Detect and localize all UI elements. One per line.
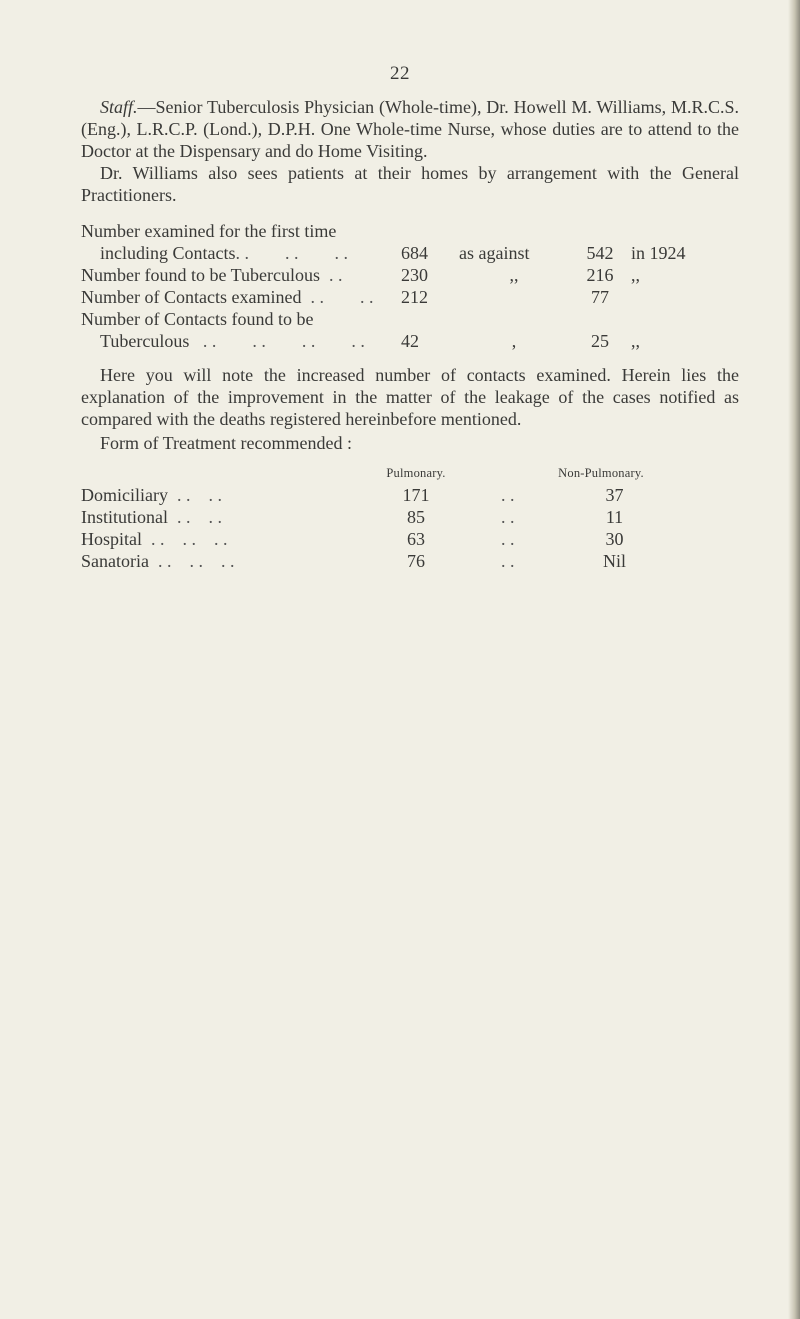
stat-current-value: 684 xyxy=(401,243,428,263)
stat-label: Tuberculous . . . . . . . . xyxy=(100,331,365,351)
treatment-table-header xyxy=(81,466,739,484)
williams-paragraph: Dr. Williams also sees patients at their homes by arrangement with the General Practitioners. xyxy=(81,163,739,205)
treatment-type: Domiciliary . . . . xyxy=(81,485,222,505)
stat-label: Number of Contacts examined . . . . xyxy=(81,287,374,307)
treatment-type: Hospital . . . . . . xyxy=(81,529,228,549)
table-row xyxy=(81,550,739,572)
page-edge-shadow xyxy=(788,0,800,1319)
non-pulmonary-value: 37 xyxy=(605,485,624,505)
stat-as-against: , xyxy=(511,331,517,351)
staff-run-in-heading: Staff. xyxy=(100,97,138,117)
examination-stats xyxy=(81,220,739,352)
leader-dots: . . xyxy=(319,265,343,285)
leader-dots: . . . . xyxy=(301,287,374,307)
stat-row xyxy=(81,220,739,242)
leader-dots: . . . . . . xyxy=(235,243,348,263)
non-pulmonary-value: Nil xyxy=(602,551,626,571)
leader-dots: . . xyxy=(501,529,515,549)
treatment-heading: Form of Treatment recommended : xyxy=(100,433,352,453)
pulmonary-value: 76 xyxy=(407,551,425,571)
table-row xyxy=(81,484,739,506)
stat-row xyxy=(81,264,739,286)
stat-previous-value: 542 xyxy=(586,243,614,263)
column-header-pulmonary: Pulmonary. xyxy=(386,466,446,480)
leader-dots: . . xyxy=(501,485,515,505)
stat-year: in 1924 xyxy=(631,243,686,263)
stat-row xyxy=(81,308,739,330)
treatment-table xyxy=(81,466,739,572)
treatment-type: Sanatoria . . . . . . xyxy=(81,551,235,571)
pulmonary-value: 63 xyxy=(407,529,425,549)
stat-row xyxy=(81,242,739,264)
non-pulmonary-value: 11 xyxy=(605,507,624,527)
treatment-type: Institutional . . . . xyxy=(81,507,222,527)
table-row xyxy=(81,528,739,550)
stat-as-against: as against xyxy=(459,243,530,263)
stat-year: ,, xyxy=(631,265,640,285)
pulmonary-value: 85 xyxy=(407,507,425,527)
staff-text: —Senior Tuberculosis Physician (Whole-time), Dr. Howell M. Williams, M.R.C.S. (Eng.), L.R.C.P. (Lond.), D.P.H. One Whole-time Nurse, whose duties are to attend to the Doctor at the Dispensary and do Home Visiting. xyxy=(81,97,739,161)
pulmonary-value: 171 xyxy=(402,485,430,505)
stat-label: Number of Contacts found to be xyxy=(81,309,314,329)
stat-current-value: 212 xyxy=(401,287,428,307)
leader-dots: . . xyxy=(501,507,515,527)
stat-row xyxy=(81,330,739,352)
leader-dots: . . xyxy=(501,551,515,571)
non-pulmonary-value: 30 xyxy=(605,529,624,549)
note-paragraph: Here you will note the increased number of contacts examined. Herein lies the explanation of the improvement in the matter of the leakage of the cases notified as compared with the deaths registered hereinbefore mentioned. xyxy=(81,365,739,429)
page-body xyxy=(81,96,739,572)
staff-paragraph xyxy=(81,96,739,162)
stat-label: including Contacts. . . . . . xyxy=(100,243,348,263)
table-row xyxy=(81,506,739,528)
page-number: 22 xyxy=(390,63,410,84)
stat-previous-value: 25 xyxy=(591,331,609,351)
stat-as-against: ,, xyxy=(509,265,519,285)
stat-current-value: 230 xyxy=(401,265,428,285)
stat-label: Number found to be Tuberculous . . xyxy=(81,265,343,285)
stat-previous-value: 216 xyxy=(586,265,614,285)
column-header-non-pulmonary: Non-Pulmonary. xyxy=(558,466,644,480)
stat-year: ,, xyxy=(631,331,640,351)
stat-row xyxy=(81,286,739,308)
stat-label: Number examined for the first time xyxy=(81,221,337,241)
leader-dots: . . . . . . . . xyxy=(189,331,365,351)
stat-previous-value: 77 xyxy=(591,287,609,307)
stat-current-value: 42 xyxy=(401,331,419,351)
